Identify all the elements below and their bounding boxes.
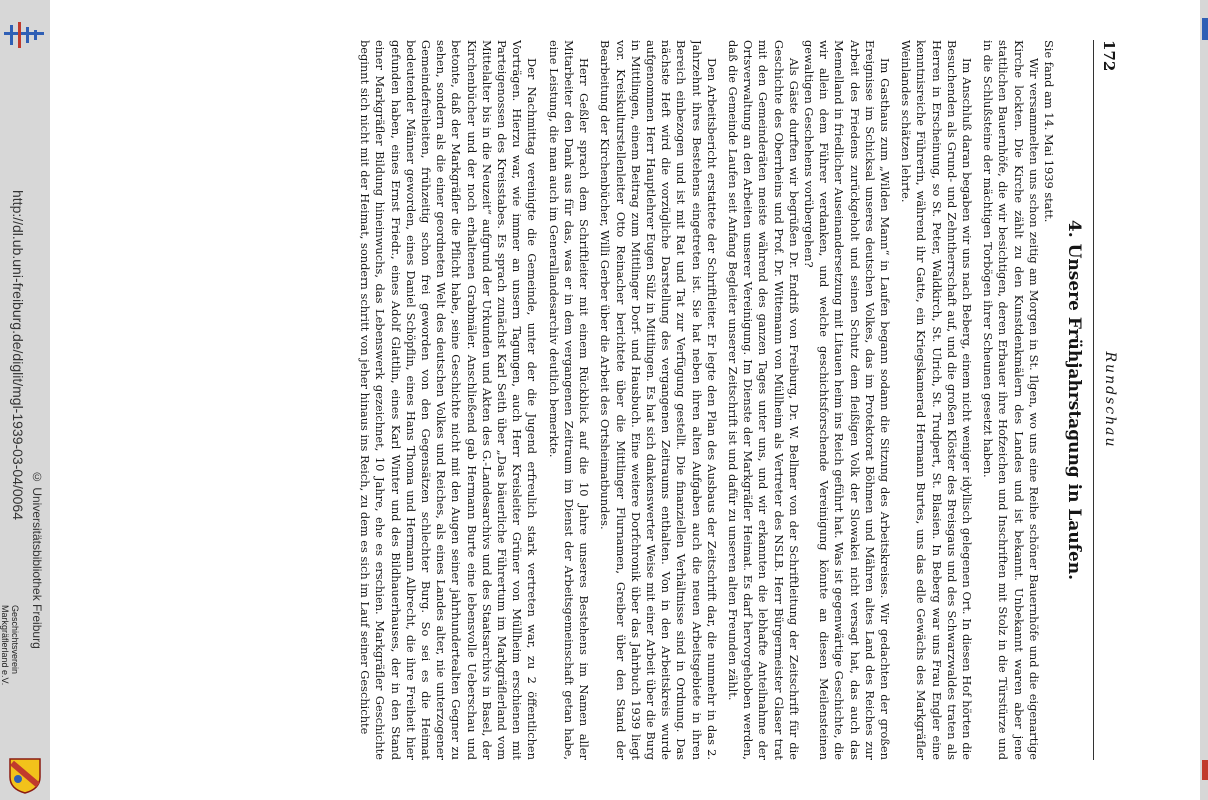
paragraph: Wir versammelten uns schon zeitig am Morgen in St. Ilgen, wo uns eine Reihe schöner Bauernhöfe und die eigenartige Kirche lockten. Die Kirche zählt zu den Kunstdenkmälern des Landes und ist bekannt. Unbekannt waren aber jene stattlichen Bauernhöfe, die wir besichtigen, deren Erbauer ihre Hofzeichen und Inschriften mit Stolz in die Türstürze und in die Schlußsteine der mächtigen Torbögen ihrer Scheunen gesetzt haben.	[981, 40, 1041, 760]
paragraph: Sie fand am 14. Mai 1939 statt.	[1042, 40, 1056, 223]
scroll-marker-top	[1202, 18, 1208, 40]
article-title: 4. Unsere Frühjahrstagung in Laufen.	[1064, 219, 1084, 581]
paragraph: Den Arbeitsbericht erstattete der Schriftleiter. Er legte den Plan des Ausbaus der Zeitschrift dar, die nunmehr in das 2. Jahrzehnt ihres Bestehens eingetreten ist. Sie hat neben ihren alten Aufgaben auch die neuen Arbeitsgebiete in ihren Bereich einbezogen und ist mit Rat und Tat zur Verfügung gestellt. Die finanziellen Verhältnisse sind in Ordnung. Das nächste Heft wird die vorzügliche Darstellung des vergangenen Zeitraums enthalten. Von in den Arbeitskreis wurde aufgenommen Herr Hauptlehrer Eugen Sülz in Mittlingen. Es hat sich dankenswerter Weise mit einer Arbeit über die Burg in Mittlingen, einem Beitrag zum Mittlinger Dorf- und Hausbuch. Eine weitere Dorfchronik über das Jahrbuch 1939 liegt vor. Kreiskulturstellenleiter Otto Reinacher berichtete über die Mittlinger Flurnamen, Greiber über den Stand der Bearbeitung der Kirchenbücher, Willi Gerber über die Arbeit des Ortsheimatbundes.	[598, 40, 719, 760]
scroll-marker-bottom	[1202, 760, 1208, 780]
paragraph: Im Gasthaus zum „Wilden Mann“ in Laufen begann sodann die Sitzung des Arbeitskreises. Wir gedachten der großen Ereignisse im Schicksal unseres deutschen Volkes, das im Protektorat Böhmen und Mähren altes Land des Reiches zur Arbeit des Friedens zurückgeholt und seinen Schutz dem fleißigen Volk der Slowakei nicht versagt hat, das auch das Memelland in friedlicher Auseinandersetzung mit Litauen heim ins Reich geführt hat. Was ist gegenwärtige Geschichte, die wir allein dem Führer verdanken, und welche geschichtsforschende Vereinigung könnte an diesen Meilensteinen gewaltigen Geschehens vorübergehen?	[801, 40, 892, 760]
page-number: 172	[1100, 40, 1118, 72]
paragraph: Der Nachmittag vereinigte die Gemeinde, unter der die Jugend erfreulich stark vertreten war, zu 2 öffentlichen Vorträgen. Hierzu war, wie immer an unsern Tagungen, auch Herr Kreisleiter Grüner von Müllheim erschienen mit Parteigenossen des Kreisstabes. Es sprach zunächst Karl Seith über „Das bäuerliche Führertum im Markgräflerland vom Mittelalter bis in die Neuzeit“ aufgrund der Urkunden und Akten des G.-Landesarchivs und des Staatsarchivs in Basel, der Kirchenbücher und der noch erhaltenen Grabmäler. Anschließend gab Hermann Burte eine lebensvolle Ueberschau und betonte, daß der Markgräfler die Pflicht habe, seine Geschichte nicht mit den Augen seiner jahrhundertealten Gegner zu sehen, sondern als die einer geordneten Welt des deutschen Volkes und Reiches, als eines Landes alter, nie unterzogener Gemeindefreiheiten, frühzeitig schon frei geworden von den Gegensätzen schlechter Burg. So sei es die Heimat bedeutender Männer geworden, eines Daniel Schöpflin, eines Hans Thoma und Hermann Albrecht, die ihre Freiheit hier gefunden haben, eines Ernst Friedr., eines Adolf Glattlin, eines Karl Winter und des Bildhauerhauses, der in den Stand einer Markgräfler Bildung hineinwuchs, das Lebenswerk gezeichnet, 10 Jahre, ehe es erschien. Markgräfler Geschichte beginnt sich nicht mit der Heimat, sondern schritt von jeher hinaus ins Reich, zu dem es sich im Lauf seiner Geschichte	[358, 40, 540, 760]
university-library-logo-icon	[2, 22, 46, 48]
society-name-line2: Markgräflerland e.V.	[0, 605, 10, 686]
society-name	[0, 605, 20, 685]
scrollbar-track[interactable]	[1200, 0, 1208, 800]
society-name-line1: Geschichtsverein	[10, 605, 20, 675]
article-body	[156, 40, 1056, 760]
source-url[interactable]: http://dl.ub.uni-freiburg.de/diglit/mgl-1939-03-04/0064	[10, 190, 26, 520]
society-crest-icon	[4, 755, 46, 795]
page-scan-frame	[138, 0, 1138, 800]
page-header	[1093, 40, 1118, 760]
paragraph: Im Anschluß daran begaben wir uns nach Beberg, einem nicht weniger idyllisch gelegenen Ort. In diesen Hof hörten die Besuchenden als Grund- und Zehntherrschaft auf, und die großen Klöster des Breisgaus und des Schwarzwaldes traten als Herren in Erscheinung, so St. Peter, Waldkirch, St. Ulrich, St. Trudpert, St. Blasien. In Beberg war uns Frau Engler eine kenntnisreiche Führerin, während ihr Gatte, ein Kriegskamerad Hermann Burtes, uns das edle Gewächs des Markgräfler Weinlandes schätzen lehrte.	[899, 40, 974, 760]
viewer-sidebar	[0, 0, 50, 800]
paragraph: Herr Geßler sprach dem Schriftleiter mit einem Rückblick auf die 10 Jahre unseres Bestehens im Namen aller Mitarbeiter den Dank aus für das, was er in dem vergangenen Zeitraum im Dienst der Arbeitsgemeinschaft getan habe, eine Leistung, die man auch im Generallandesarchiv deutlich bemerkte.	[546, 40, 592, 760]
rotated-page	[138, 40, 1118, 800]
copyright-notice: © Universitätsbibliothek Freiburg	[30, 470, 44, 649]
paragraph: Als Gäste durften wir begrüßen Dr. Endriß von Freiburg, Dr. W. Bellmer von der Schriftleitung der Zeitschrift für die Geschichte des Oberrheins und Prof. Dr. Wittemann von Müllheim als Vertreter des NSLB. Herr Bürgermeister Glaser trat mit den Gemeinderäten meiste während des ganzen Tages unter uns, und wir erkannten die lebhafte Anteilnahme der Ortsverwaltung an den Arbeiten unserer Vereinigung. Im Dienste der Markgräfler Heimat. Es darf hervorgehoben werden, daß die Gemeinde Laufen seit Anfang Begleiter unserer Zeitschrift ist und dafür zu unseren alten Freunden zählt.	[725, 40, 801, 760]
running-title: Rundschau	[1102, 351, 1118, 449]
